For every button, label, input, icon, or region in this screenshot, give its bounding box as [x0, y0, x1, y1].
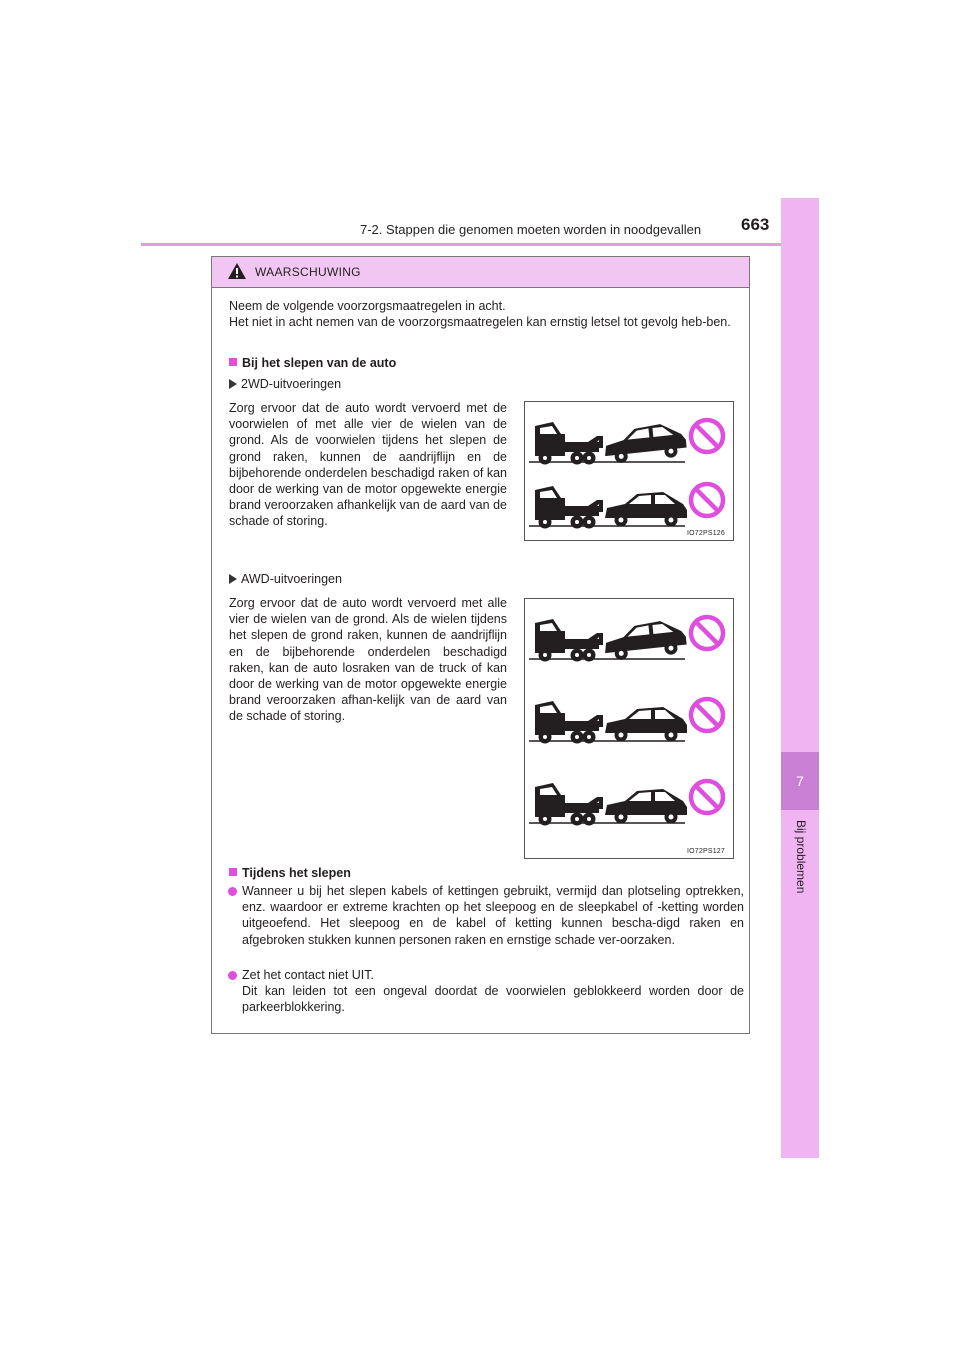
round-bullet-icon [228, 887, 237, 896]
figure-code: IO72PS126 [687, 530, 725, 537]
sub2-label: AWD-uitvoeringen [241, 572, 342, 586]
sub2-text: Zorg ervoor dat de auto wordt vervoerd met alle vier de wielen van de grond. Als de wielen tijdens het slepen de grond raken, kunnen de aandrijflijn en de bijbehorende onderdelen beschadigd raken, kan de auto losraken van de truck of kan door de werking van de motor opgewekte energie brand veroorzaken afhan-kelijk van de aard van de schade of storing. [229, 596, 507, 724]
sub2-label-row [229, 571, 529, 587]
towing-illustration-awd [525, 599, 733, 858]
figure-code: IO72PS127 [687, 848, 725, 855]
warning-intro-1: Neem de volgende voorzorgsmaatregelen in acht. [229, 299, 506, 313]
chapter-number-tab [781, 752, 819, 810]
warning-header [212, 257, 749, 288]
warning-intro-2: Het niet in acht nemen van de voorzorgsmaatregelen kan ernstig letsel tot gevolg heb-ben. [229, 315, 731, 329]
section2-bullet2-line1: Zet het contact niet UIT. [242, 968, 375, 982]
warning-title: WAARSCHUWING [255, 265, 361, 279]
section2-heading: Tijdens het slepen [242, 866, 351, 880]
square-bullet-icon [229, 868, 237, 876]
chapter-side-tab [781, 198, 819, 1158]
tow-scene-front-lifted [529, 420, 723, 465]
tow-scene-rear-lifted [529, 699, 723, 744]
section1-heading-row [229, 355, 744, 371]
page-number: 663 [741, 215, 770, 234]
triangle-arrow-icon [229, 379, 237, 389]
header-divider [141, 243, 819, 246]
section2-bullet1: Wanneer u bij het slepen kabels of kettingen gebruikt, vermijd dan plotseling optrekken, enz. waardoor er extreme krachten op het sleepoog en de sleepkabel of -ketting worden uitgeoefend. Het sleepoog en de kabel of ketting kunnen bescha-digd raken en afgebroken stukken kunnen personen raken en ernstige schade ver-oorzaken. [242, 884, 744, 947]
round-bullet-icon [228, 971, 237, 980]
figure-2wd-towing [524, 401, 734, 541]
sub1-label-row [229, 376, 529, 392]
towing-illustration-2wd [525, 402, 733, 540]
figure-awd-towing [524, 598, 734, 859]
tow-scene-dolly [529, 781, 723, 826]
chapter-label: Bij problemen [794, 820, 808, 894]
square-bullet-icon [229, 358, 237, 366]
triangle-arrow-icon [229, 574, 237, 584]
section2-heading-row [229, 865, 744, 881]
chapter-number: 7 [796, 773, 804, 789]
sub1-label: 2WD-uitvoeringen [241, 377, 342, 391]
tow-scene-front-lifted [529, 617, 723, 662]
section2-bullet2-line2: Dit kan leiden tot een ongeval doordat de voorwielen geblokkeerd worden door de parkeerblokkering. [242, 984, 744, 1015]
sub1-text: Zorg ervoor dat de auto wordt vervoerd met de voorwielen of met alle vier de wielen van de grond. Als de voorwielen tijdens het slepen de grond raken, kunnen de aandrijflijn en de bijbehorende onderdelen beschadigd raken of kan door de werking van de motor opgewekte energie brand veroorzaken afhankelijk van de aard van de schade of storing. [229, 401, 507, 529]
section1-heading: Bij het slepen van de auto [242, 356, 397, 370]
tow-scene-rear-lifted [529, 484, 723, 529]
warning-triangle-icon [227, 262, 247, 280]
section-title: 7-2. Stappen die genomen moeten worden in noodgevallen [360, 222, 702, 237]
